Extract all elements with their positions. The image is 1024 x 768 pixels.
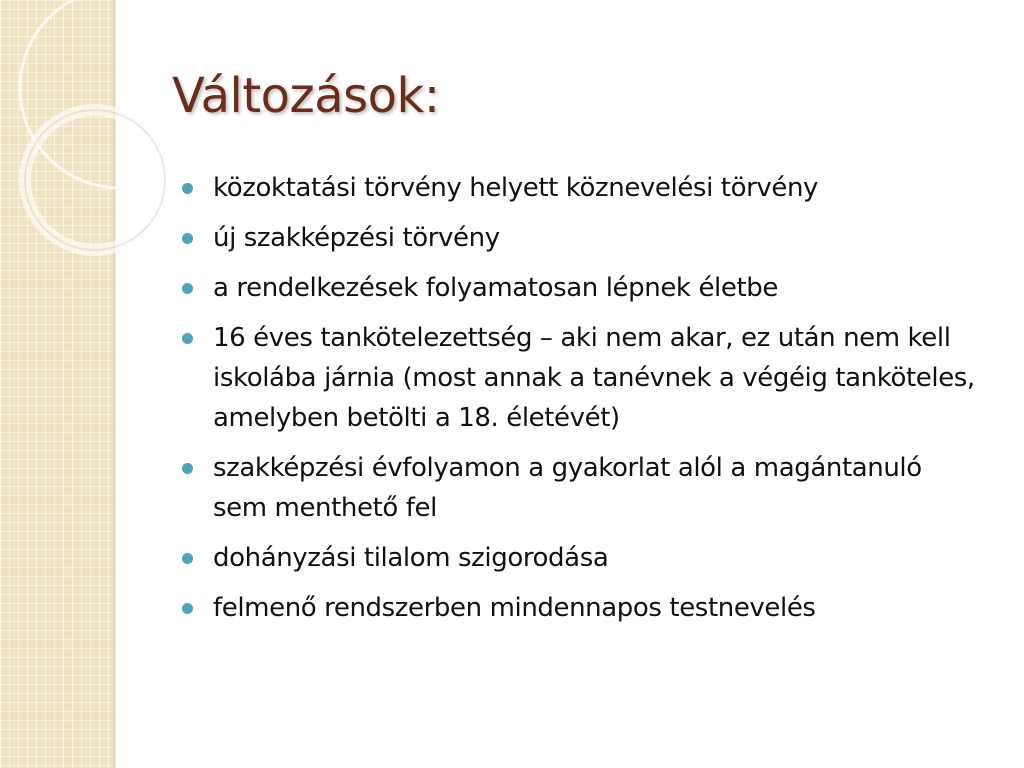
list-item-text: 16 éves tankötelezettség – aki nem akar, ez után nem kell iskolába járnia (most annak a tanévnek a végéig tanköteles, amelyben betölti a 18. életévét) xyxy=(213,323,975,433)
list-item-text: a rendelkezések folyamatosan lépnek életbe xyxy=(213,273,778,303)
list-item-text: szakképzési évfolyamon a gyakorlat alól a magántanuló sem menthető fel xyxy=(213,453,922,523)
list-item xyxy=(182,218,982,258)
bullet-dot-icon xyxy=(182,283,193,294)
decorative-rings xyxy=(0,0,200,260)
list-item-text: közoktatási törvény helyett köznevelési törvény xyxy=(213,173,819,203)
bullet-dot-icon xyxy=(182,603,193,614)
bullet-dot-icon xyxy=(182,333,193,344)
bullet-dot-icon xyxy=(182,183,193,194)
list-item xyxy=(182,268,982,308)
list-item-text: felmenő rendszerben mindennapos testnevelés xyxy=(213,593,816,623)
bullet-dot-icon xyxy=(182,233,193,244)
list-item xyxy=(182,448,982,528)
bullet-dot-icon xyxy=(182,463,193,474)
list-item xyxy=(182,538,982,578)
list-item xyxy=(182,168,982,208)
list-item xyxy=(182,318,982,438)
list-item xyxy=(182,588,982,628)
list-item-text: új szakképzési törvény xyxy=(213,223,500,253)
bullet-list xyxy=(182,168,982,638)
bullet-dot-icon xyxy=(182,553,193,564)
slide-title: Változások: xyxy=(172,68,440,124)
list-item-text: dohányzási tilalom szigorodása xyxy=(213,543,609,573)
